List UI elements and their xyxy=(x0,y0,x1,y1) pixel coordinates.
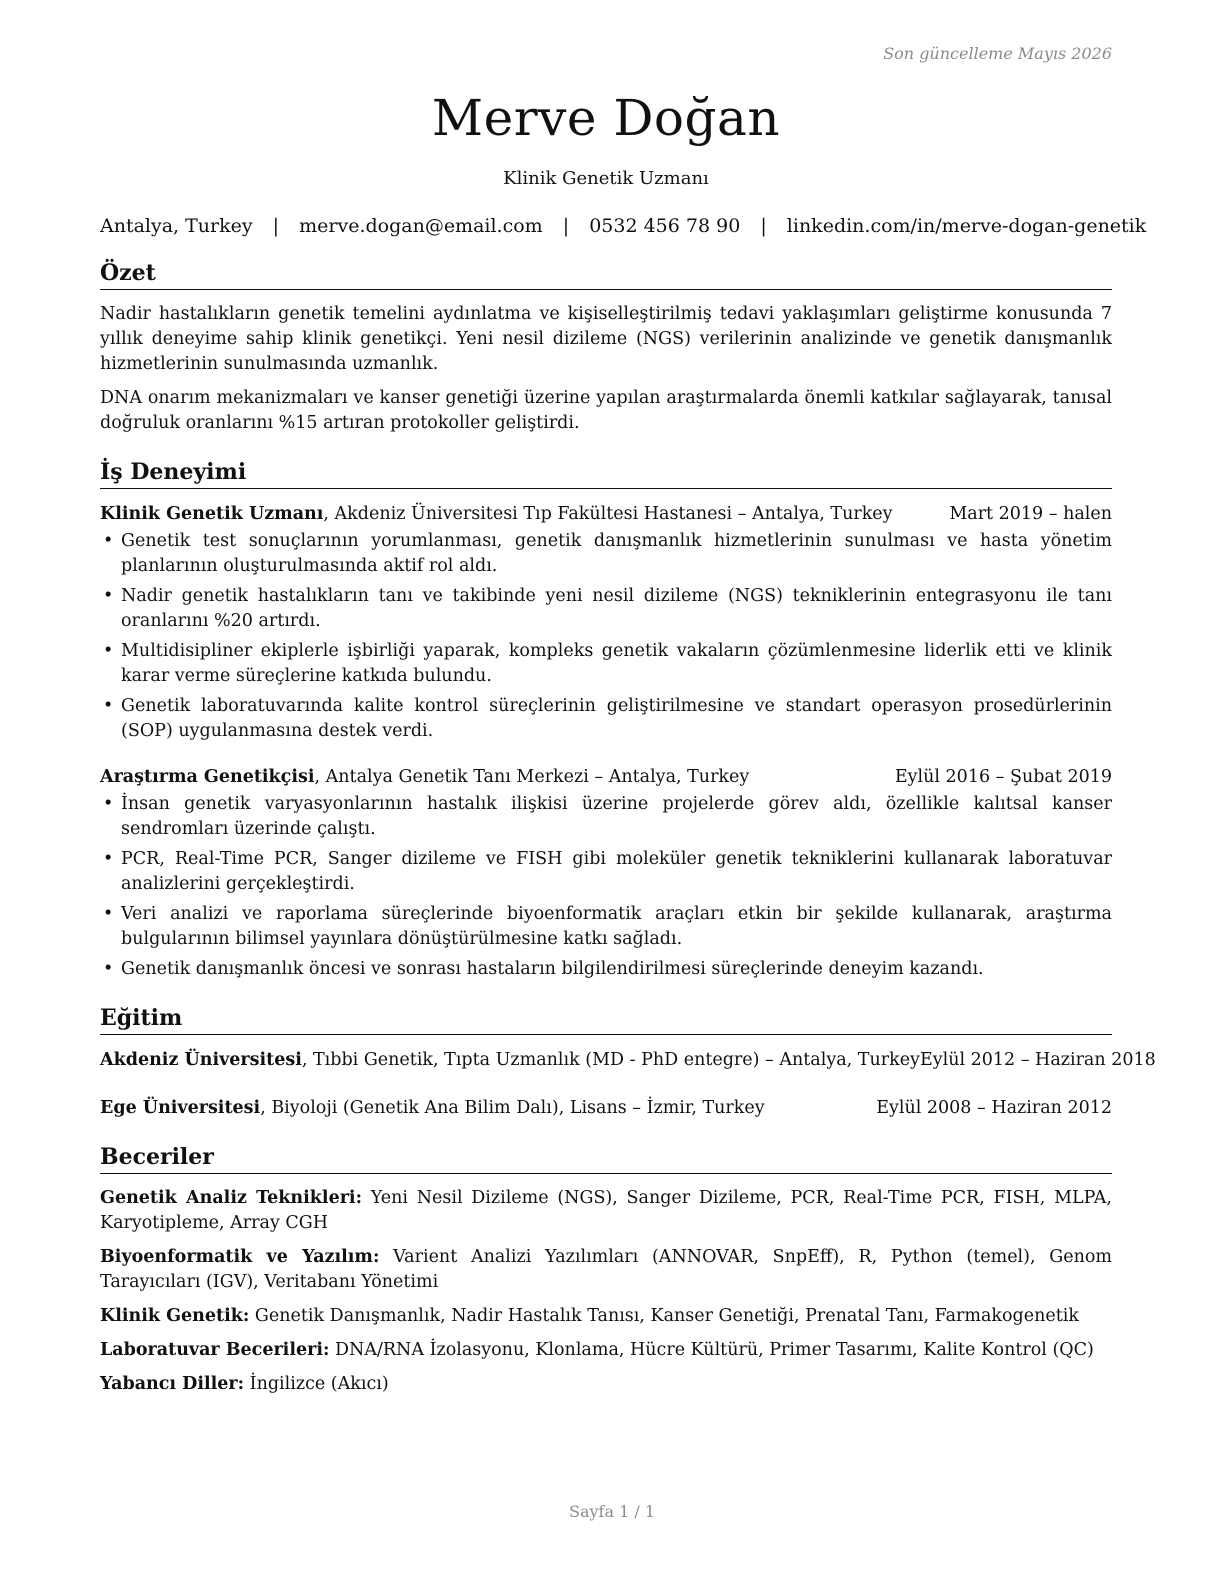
contact-separator: | xyxy=(562,215,570,237)
skill-value: İngilizce (Akıcı) xyxy=(244,1374,389,1394)
job-bullet: • Genetik danışmanlık öncesi ve sonrası hastaların bilgilendirilmesi süreçlerinde deneyim kazandı. xyxy=(100,957,1112,982)
skill-value: Varient Analizi Yazılımları (ANNOVAR, SnpEff), R, Python (temel), Genom Tarayıcıları (IGV), Veritabanı Yönetimi xyxy=(100,1247,1113,1292)
skill-row xyxy=(100,1338,1112,1363)
skill-value: Yeni Nesil Dizileme (NGS), Sanger Dizileme, PCR, Real-Time PCR, FISH, MLPA, Karyotipleme, Array CGH xyxy=(100,1188,1112,1233)
education-detail: , Tıbbi Genetik, Tıpta Uzmanlık (MD - PhD entegre) – Antalya, Turkey xyxy=(301,1050,920,1070)
summary-heading: Özet xyxy=(100,259,1112,290)
job-bullet: • İnsan genetik varyasyonlarının hastalık ilişkisi üzerine projelerde görev aldı, özellikle kalıtsal kanser sendromları üzerinde çalıştı. xyxy=(100,792,1112,842)
skill-label: Yabancı Diller: xyxy=(100,1374,245,1394)
education-detail: , Biyoloji (Genetik Ana Bilim Dalı), Lisans – İzmir, Turkey xyxy=(260,1098,765,1118)
job-bullets xyxy=(100,792,1112,982)
education-dates: Eylül 2008 – Haziran 2012 xyxy=(876,1098,1112,1118)
job-entry xyxy=(100,764,1112,982)
job-bullet: • Nadir genetik hastalıkların tanı ve takibinde yeni nesil dizileme (NGS) tekniklerinin entegrasyonu ile tanı oranlarını %20 artırdı. xyxy=(100,584,1112,634)
skills-heading: Beceriler xyxy=(100,1143,1112,1174)
job-bullet: • Genetik test sonuçlarının yorumlanması, genetik danışmanlık hizmetlerinin sunulması ve hasta yönetim planlarının oluşturulmasında aktif rol aldı. xyxy=(100,529,1112,579)
skill-row xyxy=(100,1304,1112,1329)
job-org: , Akdeniz Üniversitesi Tıp Fakültesi Hastanesi – Antalya, Turkey xyxy=(323,504,893,524)
skills-section xyxy=(100,1143,1112,1397)
skill-label: Biyoenformatik ve Yazılım: xyxy=(100,1247,380,1267)
education-entry xyxy=(100,1047,1156,1073)
contact-separator: | xyxy=(272,215,280,237)
job-bullet: • PCR, Real-Time PCR, Sanger dizileme ve FISH gibi moleküler genetik tekniklerini kullanarak laboratuvar analizlerini gerçekleştirdi. xyxy=(100,847,1112,897)
skill-label: Genetik Analiz Teknikleri: xyxy=(100,1188,363,1208)
job-bullet: • Genetik laboratuvarında kalite kontrol süreçlerinin geliştirilmesine ve standart operasyon prosedürlerinin (SOP) uygulanmasına destek verdi. xyxy=(100,694,1112,744)
candidate-name: Merve Doğan xyxy=(431,89,781,147)
page-number: Sayfa 1 / 1 xyxy=(568,1502,655,1521)
education-school: Ege Üniversitesi xyxy=(100,1098,261,1118)
job-dates: Eylül 2016 – Şubat 2019 xyxy=(894,767,1112,787)
job-header xyxy=(100,501,1112,527)
skill-row xyxy=(100,1372,1112,1397)
last-updated: Son güncelleme Mayıs 2026 xyxy=(883,44,1112,63)
contact-separator: | xyxy=(760,215,767,237)
skill-value: Genetik Danışmanlık, Nadir Hastalık Tanısı, Kanser Genetiği, Prenatal Tanı, Farmakogenetik xyxy=(249,1306,1079,1326)
job-dates: Mart 2019 – halen xyxy=(949,504,1112,524)
job-entry xyxy=(100,501,1112,744)
job-header xyxy=(100,764,1112,790)
skill-value: DNA/RNA İzolasyonu, Klonlama, Hücre Kültürü, Primer Tasarımı, Kalite Kontrol (QC) xyxy=(329,1340,1094,1360)
contact-phone[interactable]: 0532 456 78 90 xyxy=(589,215,741,237)
summary-paragraph: DNA onarım mekanizmaları ve kanser genetiği üzerine yapılan araştırmalarda önemli katkılar sağlayarak, tanısal doğruluk oranlarını %15 artıran protokoller geliştirdi. xyxy=(100,388,1112,433)
education-entry xyxy=(100,1095,1112,1121)
education-heading: Eğitim xyxy=(100,1004,1112,1035)
education-section xyxy=(100,1004,1156,1121)
skill-row xyxy=(100,1186,1112,1236)
summary-paragraph: Nadir hastalıkların genetik temelini aydınlatma ve kişiselleştirilmiş tedavi yaklaşımları geliştirme konusunda 7 yıllık deneyime sahip klinik genetikçi. Yeni nesil dizileme (NGS) verilerinin analizinde ve genetik danışmanlık hizmetlerinin sunulmasında uzmanlık. xyxy=(100,304,1112,374)
job-bullet: • Veri analizi ve raporlama süreçlerinde biyoenformatik araçları etkin bir şekilde kullanarak, araştırma bulgularının bilimsel yayınlara dönüştürülmesine katkı sağladı. xyxy=(100,902,1112,952)
candidate-title: Klinik Genetik Uzmanı xyxy=(503,168,709,189)
job-role: Klinik Genetik Uzmanı xyxy=(100,504,324,524)
job-bullets xyxy=(100,529,1112,744)
contact-email[interactable]: merve.dogan@email.com xyxy=(299,215,543,237)
contact-location: Antalya, Turkey xyxy=(100,215,253,237)
contact-linkedin[interactable]: linkedin.com/in/merve-dogan-genetik xyxy=(786,215,1147,237)
job-bullet: • Multidisipliner ekiplerle işbirliği yaparak, kompleks genetik vakaların çözümlenmesine liderlik etti ve klinik karar verme süreçlerine katkıda bulundu. xyxy=(100,639,1112,689)
job-role: Araştırma Genetikçisi xyxy=(100,767,315,787)
education-school: Akdeniz Üniversitesi xyxy=(100,1050,302,1070)
job-org: , Antalya Genetik Tanı Merkezi – Antalya, Turkey xyxy=(314,767,750,787)
skill-row xyxy=(100,1245,1112,1295)
contact-line xyxy=(100,215,1147,237)
summary-section xyxy=(100,259,1112,436)
education-dates: Eylül 2012 – Haziran 2018 xyxy=(919,1050,1156,1070)
experience-heading: İş Deneyimi xyxy=(100,458,1112,489)
experience-section xyxy=(100,458,1112,982)
skill-label: Klinik Genetik: xyxy=(100,1306,250,1326)
skill-label: Laboratuvar Becerileri: xyxy=(100,1340,330,1360)
